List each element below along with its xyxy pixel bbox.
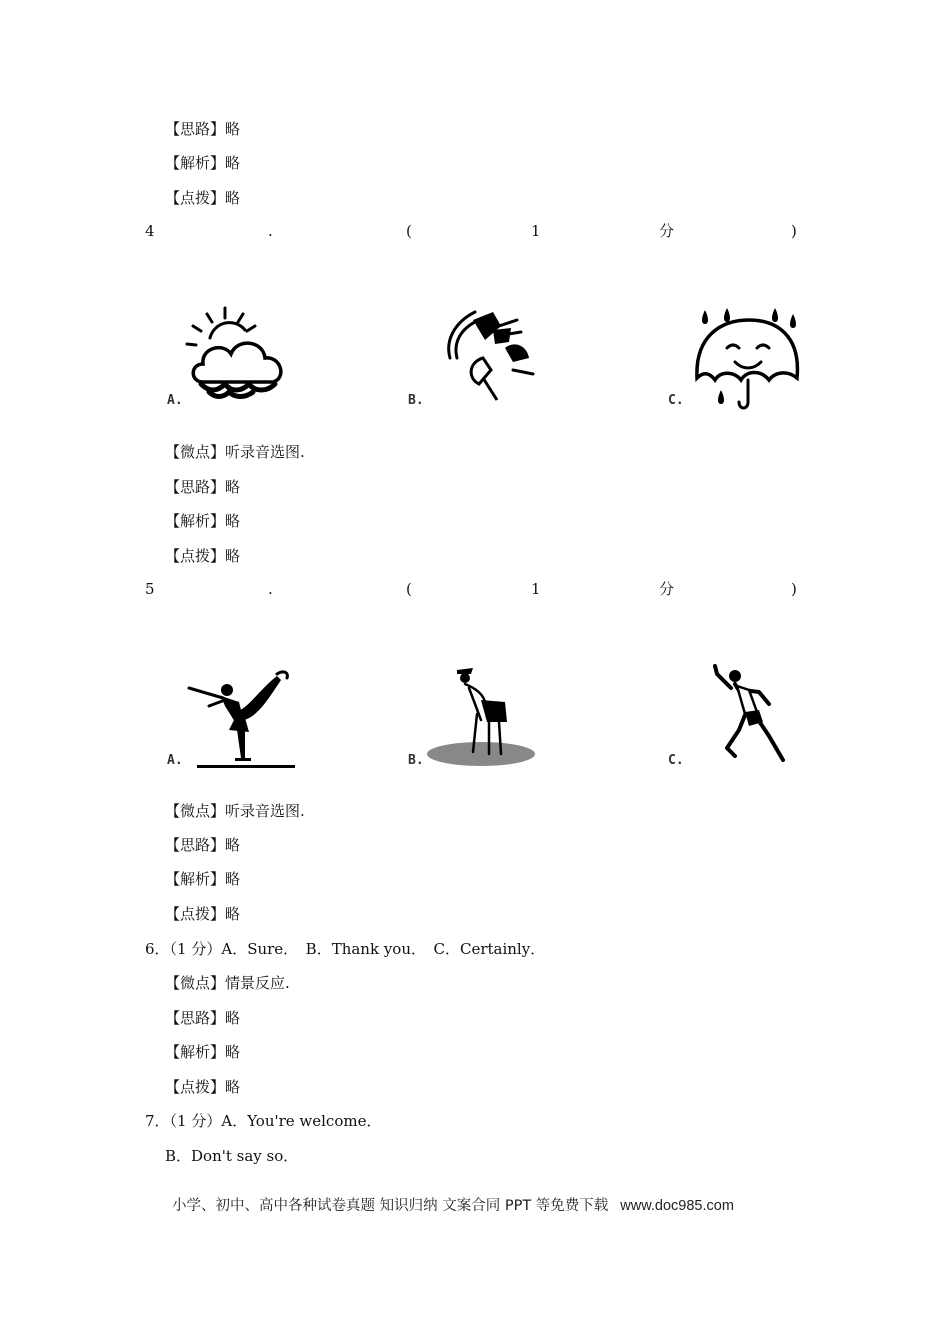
option-b-picture [405, 300, 545, 415]
question-number: 5 [145, 580, 155, 598]
question-score: 1 [531, 222, 541, 240]
jiexi-line: 【解析】略 [165, 870, 241, 888]
option-b-label: B. [408, 393, 424, 408]
option-a-picture [165, 300, 300, 415]
paren-open: ( [406, 580, 412, 598]
dianbo-line: 【点拨】略 [165, 1078, 241, 1096]
figure-skater-icon [165, 660, 305, 775]
footer [172, 1196, 734, 1216]
question-dot: . [268, 580, 273, 598]
footer-text: 小学、初中、高中各种试卷真题 知识归纳 文案合同 PPT 等免费下载 [172, 1198, 609, 1214]
option-b-picture [405, 660, 545, 775]
option-b-label: B. [408, 753, 424, 768]
option-c-label: C. [668, 393, 684, 408]
dianbo-line: 【点拨】略 [165, 905, 241, 923]
jiexi-line: 【解析】略 [165, 512, 241, 530]
question-7: 7．（1 分）A．You're welcome． [145, 1112, 382, 1130]
windy-umbrellas-icon [405, 300, 545, 415]
option-c-label: C. [668, 753, 684, 768]
weidian-line: 【微点】听录音选图. [165, 443, 305, 461]
weidian-line: 【微点】听录音选图. [165, 802, 305, 820]
silu-line: 【思路】略 [165, 478, 241, 496]
silu-line: 【思路】略 [165, 120, 241, 138]
sun-behind-cloud-icon [165, 300, 300, 415]
question-score: 1 [531, 580, 541, 598]
question-4-header [0, 221, 950, 241]
question-7-option-b: B．Don't say so． [165, 1147, 299, 1165]
silu-line: 【思路】略 [165, 1009, 241, 1027]
question-dot: . [268, 222, 273, 240]
paren-close: ) [791, 580, 797, 598]
weidian-line: 【微点】情景反应. [165, 974, 290, 992]
golfer-icon [405, 660, 545, 775]
score-unit: 分 [659, 580, 675, 598]
footer-url[interactable]: www.doc985.com [620, 1198, 734, 1214]
question-number: 4 [145, 222, 155, 240]
question-5-header [0, 579, 950, 599]
option-c-picture [665, 660, 805, 775]
score-unit: 分 [659, 222, 675, 240]
dianbo-line: 【点拨】略 [165, 547, 241, 565]
runner-icon [665, 660, 805, 775]
jiexi-line: 【解析】略 [165, 1043, 241, 1061]
option-a-label: A. [167, 393, 183, 408]
option-a-picture [165, 660, 305, 775]
question-6: 6．（1 分）A．Sure． B．Thank you． C．Certainly． [145, 940, 546, 958]
jiexi-line: 【解析】略 [165, 154, 241, 172]
paren-close: ) [791, 222, 797, 240]
dianbo-line: 【点拨】略 [165, 189, 241, 207]
paren-open: ( [406, 222, 412, 240]
option-a-label: A. [167, 753, 183, 768]
option-c-picture [665, 300, 810, 415]
silu-line: 【思路】略 [165, 836, 241, 854]
umbrella-in-rain-icon [665, 300, 810, 415]
